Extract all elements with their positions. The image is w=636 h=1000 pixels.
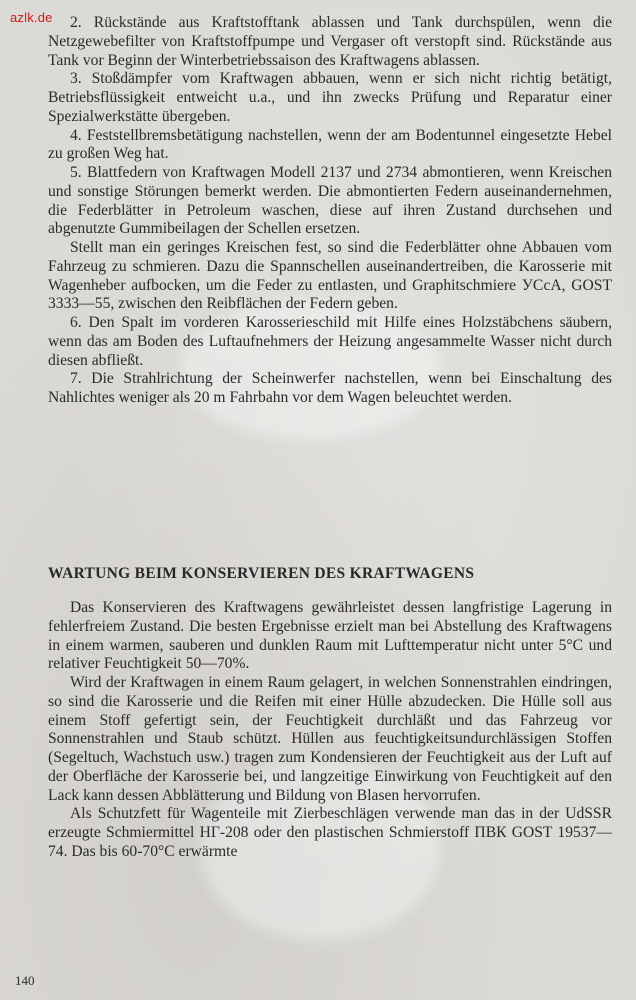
paragraph: 3. Stoßdämpfer vom Kraftwagen abbauen, wenn er sich nicht richtig betätigt, Betriebsflüssigkeit entweicht u.a., und ihn zwecks Prüfung und Reparatur einer Spezialwerkstätte übergeben. — [48, 70, 612, 125]
paragraph: 6. Den Spalt im vorderen Karosserieschild mit Hilfe eines Holzstäbchens säubern, wenn das am Boden des Luftaufnehmers der Heizung angesammelte Wasser nicht durch diesen abfließt. — [48, 314, 612, 369]
paragraph: 4. Feststellbremsbetätigung nachstellen, wenn der am Bodentunnel eingesetzte Hebel zu großen Weg hat. — [48, 126, 612, 163]
paragraph: Als Schutzfett für Wagenteile mit Zierbeschlägen verwende man das in der UdSSR erzeugte Schmiermittel НГ-208 oder den plastischen Schmierstoff ПВК GOST 19537—74. Das bis 60-70°C erwärmte — [48, 805, 612, 860]
paragraph: Stellt man ein geringes Kreischen fest, so sind die Federblätter ohne Abbauen vom Fahrzeug zu schmieren. Dazu die Spannschellen auseinandertreiben, die Karosserie mit Wagenheber aufbocken, um die Feder zu entlasten, und Graphitschmiere УСсА, GOST 3333—55, zwischen den Reibflächen der Federn geben. — [48, 239, 612, 313]
paragraph: 5. Blattfedern von Kraftwagen Modell 2137 und 2734 abmontieren, wenn Kreischen und sonstige Störungen bemerkt werden. Die abmontierten Federn auseinandernehmen, die Federblätter in Petroleum waschen, diese auf ihren Zustand durchsehen und abgenutzte Gummibeilagen der Schellen ersetzen. — [48, 164, 612, 238]
paragraph: Wird der Kraftwagen in einem Raum gelagert, in welchen Sonnenstrahlen eindringen, so sind die Karosserie und die Reifen mit einer Hülle abzudecken. Die Hülle soll aus einem Stoff gefertigt sein, der Feuchtigkeit durchläßt und das Fahrzeug vor Sonnenstrahlen und Staub schützt. Hüllen aus feuchtigkeitsundurchlässigen Stoffen (Segeltuch, Wachstuch usw.) tragen zum Kondensieren der Feuchtigkeit aus der Luft auf der Oberfläche der Karosserie bei, und langzeitige Einwirkung von Feuchtigkeit auf den Lack kann dessen Abblätterung und Bildung von Blasen hervorrufen. — [48, 674, 612, 804]
conservation-section — [48, 599, 612, 862]
maintenance-list-section — [48, 14, 612, 408]
watermark-text: azlk.de — [10, 10, 53, 25]
paragraph: 7. Die Strahlrichtung der Scheinwerfer nachstellen, wenn bei Einschaltung des Nahlichtes weniger als 20 m Fahrbahn vor dem Wagen beleuchtet werden. — [48, 370, 612, 406]
paragraph: Das Konservieren des Kraftwagens gewährleistet dessen langfristige Lagerung in fehlerfreiem Zustand. Die besten Ergebnisse erzielt man bei Abstellung des Kraftwagens in einem warmen, sauberen und dunklen Raum mit Lufttemperatur nicht unter 5°C und relativer Feuchtigkeit 50—70%. — [48, 599, 612, 673]
section-heading: WARTUNG BEIM KONSERVIEREN DES KRAFTWAGENS — [48, 565, 475, 582]
page-number: 140 — [15, 973, 35, 988]
paragraph: 2. Rückstände aus Kraftstofftank ablassen und Tank durchspülen, wenn die Netzgewebefilter von Kraftstoffpumpe und Vergaser oft verstopft sind. Rückstände aus Tank vor Beginn der Winterbetriebssaison des Kraftwagens ablassen. — [48, 14, 612, 69]
